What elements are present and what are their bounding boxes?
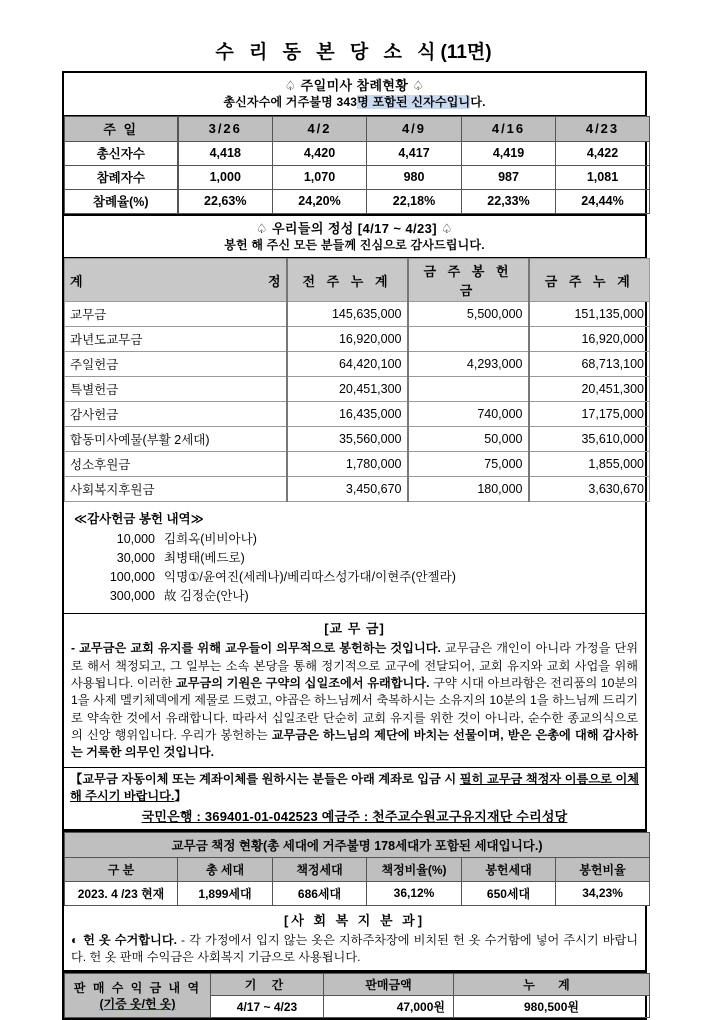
page-title-main: 수 리 동 본 당 소 식 — [215, 42, 441, 63]
welfare-body — [71, 932, 638, 967]
table-row — [65, 881, 650, 905]
offering-cell-week: 4,293,000 — [408, 352, 529, 377]
offering-cell-week: 5,500,000 — [408, 302, 529, 327]
offering-banner-line2: 봉헌 해 주신 모든 분들께 진심으로 감사드립니다. — [224, 238, 485, 253]
offering-cell-week: 180,000 — [408, 477, 529, 502]
table-row — [65, 302, 650, 327]
welfare-heading: [사 회 복 지 분 과] — [283, 912, 426, 928]
attendance-header-cell: 4/23 — [556, 116, 650, 141]
attendance-cell: 4,417 — [367, 141, 462, 165]
attendance-header-cell: 4/9 — [367, 116, 462, 141]
offering-cell-prev: 3,450,670 — [287, 477, 408, 502]
offering-header-right: 정 — [267, 273, 281, 289]
table-row — [65, 402, 650, 427]
offering-cell-total: 17,175,000 — [529, 402, 650, 427]
offering-section — [62, 214, 647, 503]
offering-header-prev: 전 주 누 계 — [287, 259, 408, 302]
attendance-header-cell: 4/16 — [462, 116, 556, 141]
welfare-lead: 헌 옷 수거합니다. — [83, 932, 177, 947]
list-item — [74, 530, 635, 549]
welfare-text: - 각 가정에서 입지 않는 옷은 지하주차장에 비치된 헌 옷 수거함에 넣어 주시기 바랍니다. 헌 옷 판매 수익금은 사회복지 기금으로 사용됩니다. — [71, 932, 639, 965]
half-moon-icon: ◐ — [71, 932, 80, 947]
attendance-header-row — [65, 116, 650, 141]
thanks-donors: 익명①/윤여진(세레나)/베리따스성가대/이현주(안젤라) — [164, 569, 456, 584]
sales-header-period: 기 간 — [211, 974, 324, 996]
attendance-header-cell: 3/26 — [178, 116, 273, 141]
attendance-note-pre: 총신자수에 거주불명 343 — [223, 95, 358, 110]
page-title-suffix: (11면) — [440, 42, 492, 63]
dues-status-header-cell: 총 세대 — [178, 857, 273, 881]
dues-status-header-cell: 봉헌비율 — [556, 857, 650, 881]
thanks-amount: 10,000 — [116, 532, 155, 547]
thanks-donors: 최병태(베드로) — [164, 551, 245, 566]
attendance-cell: 4,420 — [273, 141, 367, 165]
offering-cell-total: 1,855,000 — [529, 452, 650, 477]
table-row — [65, 352, 650, 377]
dues-status-cell: 686세대 — [273, 881, 367, 905]
dues-status-section — [62, 830, 647, 906]
attendance-row-label: 총신자수 — [65, 141, 178, 165]
attendance-header-cell: 4/2 — [273, 116, 367, 141]
dues-status-header-cell: 봉헌세대 — [462, 857, 556, 881]
table-row — [65, 452, 650, 477]
offering-row-name: 합동미사예물(부활 2세대) — [65, 427, 287, 452]
page-title — [0, 0, 707, 71]
bank-notice-post: 】 — [174, 788, 187, 803]
offering-table — [64, 258, 650, 502]
attendance-cell: 1,000 — [178, 165, 273, 189]
attendance-cell: 980 — [367, 165, 462, 189]
dues-status-cell: 34,23% — [556, 881, 650, 905]
thanks-amount: 300,000 — [109, 588, 155, 603]
bank-notice-underline: 필히 교무금 책정자 이름으로 이체해 주시기 바랍니다. — [70, 771, 640, 803]
offering-cell-prev: 16,920,000 — [287, 327, 408, 352]
offering-header-row — [65, 259, 650, 302]
attendance-banner — [64, 73, 645, 116]
offering-cell-prev: 20,451,300 — [287, 377, 408, 402]
offering-row-name: 주일헌금 — [65, 352, 287, 377]
sales-header-row — [65, 974, 650, 996]
dues-article-seg2: 교무금은 개인이 아니라 가정을 단위로 해서 책정되고, 그 일부는 소속 본당을 통해 정기적으로 교구에 전달되어, 교회 유지와 교회 사업을 위해 사용됩니다. 이러한 — [71, 641, 639, 691]
offering-row-name: 과년도교무금 — [65, 327, 287, 352]
sales-table — [64, 973, 650, 1018]
thanksgiving-detail-section — [62, 502, 647, 614]
sales-header-amount: 판매금액 — [324, 974, 454, 996]
dues-article-section — [62, 614, 647, 767]
thanks-donors: 김희옥(비비아나) — [164, 532, 257, 547]
attendance-banner-line1: ♤ 주일미사 참례현황 ♤ — [284, 77, 425, 93]
dues-status-header-row — [65, 857, 650, 881]
table-row — [65, 427, 650, 452]
thanks-donors: 故 김정순(안나) — [164, 588, 249, 603]
attendance-row-label: 참례자수 — [65, 165, 178, 189]
dues-status-header-cell: 책정세대 — [273, 857, 367, 881]
offering-row-name: 교무금 — [65, 302, 287, 327]
bank-notice-section — [62, 768, 647, 830]
bank-notice-text — [70, 771, 639, 805]
attendance-cell: 22,18% — [367, 189, 462, 213]
attendance-header-cell: 주 일 — [65, 116, 178, 141]
dues-article-heading: [교 무 금] — [324, 621, 385, 637]
offering-row-name: 성소후원금 — [65, 452, 287, 477]
attendance-table — [64, 116, 650, 214]
attendance-cell: 4,422 — [556, 141, 650, 165]
offering-cell-prev: 35,560,000 — [287, 427, 408, 452]
dues-status-table — [64, 832, 650, 906]
offering-header-total: 금 주 누 계 — [529, 259, 650, 302]
list-item — [74, 568, 635, 587]
offering-row-name: 특별헌금 — [65, 377, 287, 402]
dues-status-cell: 36,12% — [367, 881, 462, 905]
offering-row-name: 사회복지후원금 — [65, 477, 287, 502]
offering-cell-total: 35,610,000 — [529, 427, 650, 452]
dues-status-cell: 2023. 4 /23 현재 — [65, 881, 178, 905]
table-row — [65, 327, 650, 352]
offering-cell-total: 3,630,670 — [529, 477, 650, 502]
offering-header-left: 계 — [70, 273, 83, 289]
table-row — [65, 165, 650, 189]
offering-cell-total: 16,920,000 — [529, 327, 650, 352]
offering-banner — [64, 216, 645, 259]
attendance-note-post: 다. — [470, 95, 486, 110]
dues-status-cell: 1,899세대 — [178, 881, 273, 905]
bank-account-line: 국민은행 : 369401-01-042523 예금주 : 천주교수원교구유지재단 수리성당 — [141, 808, 568, 824]
table-row — [65, 477, 650, 502]
thanks-amount: 100,000 — [109, 569, 155, 584]
offering-cell-week — [408, 377, 529, 402]
thanksgiving-detail-title: ≪감사헌금 봉헌 내역≫ — [74, 512, 204, 527]
attendance-section — [62, 71, 647, 214]
sales-section — [62, 971, 647, 1020]
sales-cell-total: 980,500원 — [454, 996, 650, 1018]
offering-cell-week: 50,000 — [408, 427, 529, 452]
dues-article-seg5: 교무금은 하느님의 제단에 바치는 선물이며, 받은 은총에 대해 감사하는 거룩한 의무인 것입니다. — [71, 728, 638, 760]
sales-cell-amount: 47,000원 — [324, 996, 454, 1018]
attendance-row-label: 참례율(%) — [65, 189, 178, 213]
offering-cell-week: 75,000 — [408, 452, 529, 477]
attendance-cell: 1,081 — [556, 165, 650, 189]
sales-row-label — [65, 974, 211, 1018]
dues-status-cell: 650세대 — [462, 881, 556, 905]
offering-cell-total: 68,713,100 — [529, 352, 650, 377]
sales-cell-period: 4/17 ~ 4/23 — [211, 996, 324, 1018]
attendance-cell: 24,44% — [556, 189, 650, 213]
bulletin-sheet — [62, 71, 647, 1020]
sales-label-line1: 판 매 수 익 금 내 역 — [73, 980, 202, 995]
table-row — [65, 141, 650, 165]
dues-status-header-cell: 구 분 — [65, 857, 178, 881]
offering-cell-prev: 16,435,000 — [287, 402, 408, 427]
sales-header-total: 누 계 — [454, 974, 650, 996]
offering-row-name: 감사헌금 — [65, 402, 287, 427]
attendance-cell: 22,33% — [462, 189, 556, 213]
dues-article-seg4: 구약 시대 아브라함은 전리품의 10분의 1을 사제 멜키체덱에게 제물로 드렸고, 야곱은 하느님께서 축복하시는 소유지의 10분의 1을 하느님께 드리기로 약속한 것에서 유래합니다. 따라서 십일조란 단순히 교회 유지를 위한 것이 아니라, 순수한 종교의식으로의 신앙 행위입니다. 우리가 봉헌하는 — [71, 676, 638, 742]
attendance-cell: 987 — [462, 165, 556, 189]
attendance-cell: 4,419 — [462, 141, 556, 165]
offering-cell-prev: 1,780,000 — [287, 452, 408, 477]
offering-cell-prev: 64,420,100 — [287, 352, 408, 377]
attendance-cell: 24,20% — [273, 189, 367, 213]
dues-article-seg3: 교무금의 기원은 구약의 십일조에서 유래합니다. — [175, 676, 430, 691]
sales-label-line2: (기증 옷/헌 옷) — [99, 996, 176, 1011]
offering-cell-prev: 145,635,000 — [287, 302, 408, 327]
attendance-cell: 1,070 — [273, 165, 367, 189]
table-row — [65, 189, 650, 213]
dues-status-caption-row — [65, 832, 650, 857]
attendance-banner-line2 — [68, 94, 641, 110]
bank-notice-pre: 【교무금 자동이체 또는 계좌이체를 원하시는 분들은 아래 계좌로 입금 시 — [70, 771, 460, 786]
dues-status-caption: 교무금 책정 현황(총 세대에 거주불명 178세대가 포함된 세대입니다.) — [65, 832, 650, 857]
dues-article-body — [71, 640, 638, 761]
offering-cell-week — [408, 327, 529, 352]
list-item — [74, 549, 635, 568]
dues-article-seg1: - 교무금은 교회 유지를 위해 교우들이 의무적으로 봉헌하는 것입니다. — [71, 641, 441, 656]
attendance-cell: 4,418 — [178, 141, 273, 165]
attendance-cell: 22,63% — [178, 189, 273, 213]
offering-cell-total: 151,135,000 — [529, 302, 650, 327]
attendance-note-highlight: 명 포함된 신자수입니 — [357, 95, 471, 110]
offering-header-account — [65, 259, 287, 302]
list-item — [74, 587, 635, 606]
dues-status-header-cell: 책정비율(%) — [367, 857, 462, 881]
offering-cell-week: 740,000 — [408, 402, 529, 427]
offering-header-week: 금 주 봉 헌 금 — [408, 259, 529, 302]
table-row — [65, 377, 650, 402]
offering-banner-line1: ♤ 우리들의 정성 [4/17 ~ 4/23] ♤ — [255, 220, 454, 236]
welfare-section — [62, 906, 647, 972]
thanks-amount: 30,000 — [116, 551, 155, 566]
offering-cell-total: 20,451,300 — [529, 377, 650, 402]
